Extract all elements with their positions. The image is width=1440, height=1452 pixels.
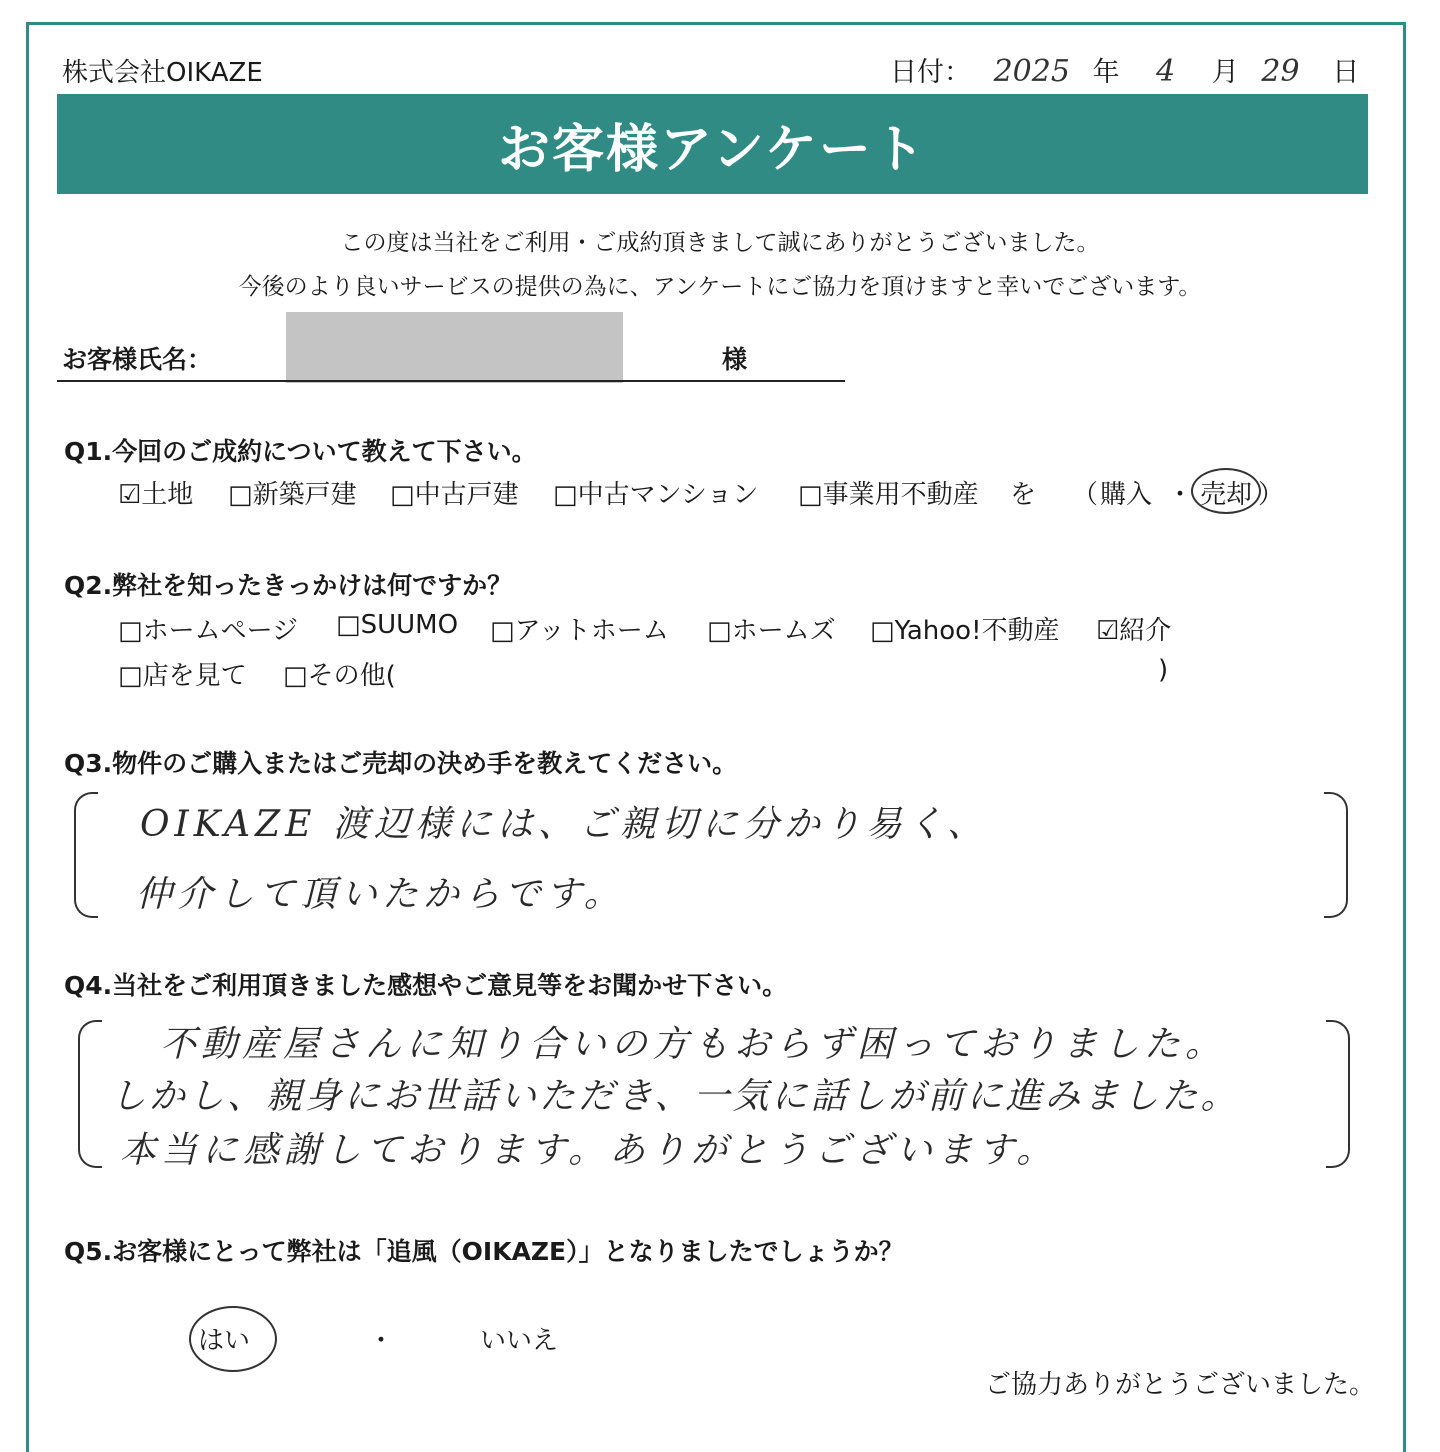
- customer-name-suffix: 様: [722, 345, 748, 374]
- q1-close-paren: ）: [1258, 480, 1285, 510]
- q1-connector: を: [1010, 480, 1037, 510]
- page-title: お客様アンケート: [498, 119, 927, 180]
- q3-answer-left-bracket: [74, 792, 98, 918]
- intro-line-1: この度は当社をご利用・ご成約頂きまして誠にありがとうございました。: [340, 230, 1100, 256]
- footer-thanks: ご協力ありがとうございました。: [985, 1370, 1376, 1400]
- q1-option-commercial[interactable]: □事業用不動産: [798, 480, 979, 510]
- title-banner: [57, 94, 1368, 194]
- q4-question: Q4.当社をご利用頂きました感想やご意見等をお聞かせ下さい。: [64, 971, 788, 1000]
- q2-option-athome[interactable]: □アットホーム: [490, 616, 669, 646]
- q2-option-store[interactable]: □店を見て: [118, 661, 247, 691]
- q1-open-paren: （: [1072, 480, 1099, 510]
- q3-answer-line-1: OIKAZE 渡辺様には、ご親切に分かり易く、: [140, 804, 989, 845]
- intro-line-2: 今後のより良いサービスの提供の為に、アンケートにご協力を頂けますと幸いでございます。: [238, 274, 1202, 300]
- q4-answer-line-1: 不動産屋さんに知り合いの方もおらず困っておりました。: [160, 1024, 1227, 1065]
- date-day: 29: [1261, 54, 1300, 89]
- q2-option-homes[interactable]: □ホームズ: [707, 616, 836, 646]
- redacted-name: [286, 312, 623, 383]
- q1-question: Q1.今回のご成約について教えて下さい。: [64, 437, 537, 466]
- q2-option-referral[interactable]: ☑紹介: [1096, 616, 1172, 646]
- q4-answer-line-2: しかし、親身にお世話いただき、一気に話しが前に進みました。: [110, 1076, 1240, 1117]
- q1-sale-option[interactable]: 売却: [1200, 480, 1253, 510]
- date-year: 2025: [993, 54, 1070, 89]
- q5-yes-circle-mark: [189, 1306, 277, 1372]
- q5-question: Q5.お客様にとって弊社は「追風（OIKAZE）」となりましたでしょうか？: [64, 1237, 904, 1266]
- q4-answer-left-bracket: [78, 1020, 102, 1168]
- date-field: [890, 50, 1359, 89]
- q1-option-used-condo[interactable]: □中古マンション: [553, 480, 759, 510]
- q5-no-option[interactable]: いいえ: [480, 1326, 559, 1356]
- q2-option-yahoo[interactable]: □Yahoo!不動産: [870, 616, 1060, 646]
- q1-purchase-option[interactable]: 購入: [1100, 480, 1153, 510]
- name-underline: [57, 380, 845, 382]
- q1-option-used-house[interactable]: □中古戸建: [390, 480, 519, 510]
- date-month: 4: [1156, 54, 1176, 89]
- date-month-unit: 月: [1211, 57, 1239, 88]
- q2-question: Q2.弊社を知ったきっかけは何ですか？: [64, 571, 513, 600]
- q2-other-close-paren: ): [1158, 655, 1169, 685]
- q1-option-new-house[interactable]: □新築戸建: [228, 480, 357, 510]
- q2-option-suumo[interactable]: □SUUMO: [336, 610, 459, 640]
- q1-option-land[interactable]: ☑土地: [118, 480, 194, 510]
- q3-answer-right-bracket: [1324, 792, 1348, 918]
- q1-sale-circle-mark: [1191, 468, 1261, 514]
- q4-answer-right-bracket: [1326, 1020, 1350, 1168]
- customer-name-label: お客様氏名：: [62, 345, 213, 374]
- q2-option-other[interactable]: □その他(: [283, 661, 396, 691]
- q5-separator: ・: [368, 1326, 395, 1356]
- date-day-unit: 日: [1332, 57, 1360, 88]
- date-label: 日付：: [890, 57, 971, 88]
- q2-option-homepage[interactable]: □ホームページ: [118, 616, 299, 646]
- q3-question: Q3.物件のご購入またはご売却の決め手を教えてください。: [64, 749, 738, 778]
- q3-answer-line-2: 仲介して頂いたからです。: [136, 874, 625, 915]
- q1-separator: ・: [1167, 480, 1194, 510]
- q4-answer-line-3: 本当に感謝しております。ありがとうございます。: [120, 1130, 1058, 1171]
- company-name: 株式会社OIKAZE: [62, 58, 263, 88]
- q5-yes-option[interactable]: はい: [198, 1326, 251, 1356]
- date-year-unit: 年: [1092, 57, 1120, 88]
